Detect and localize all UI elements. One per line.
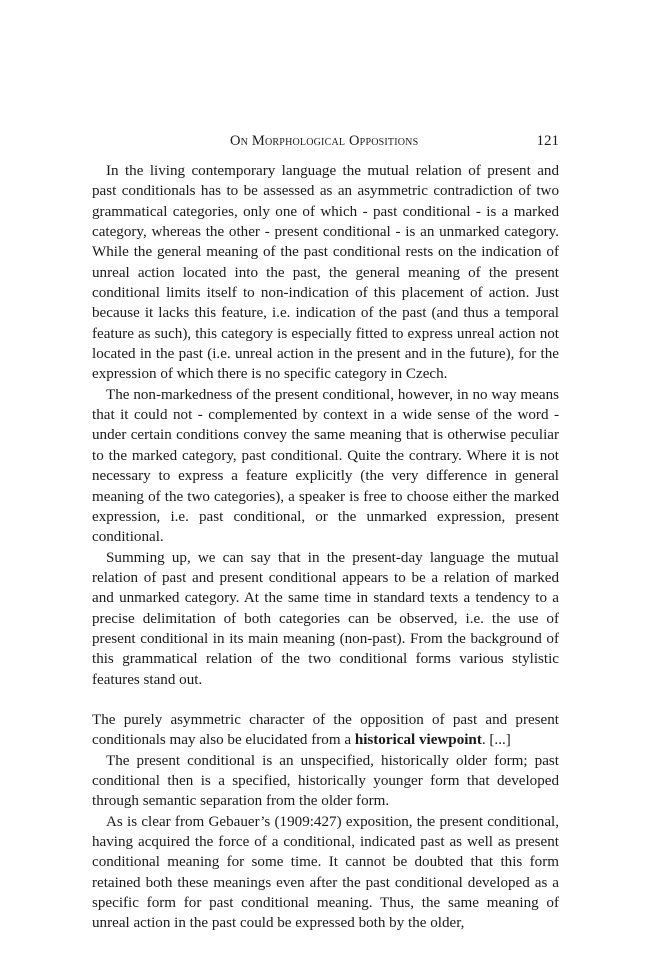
body-text (92, 161, 559, 934)
paragraph-2: The non-markedness of the present conditional, however, in no way means that it could not - complemented by context in a wide sense of the word - under certain conditions convey the same meaning that is otherwise peculiar to the marked category, past conditional. Quite the contrary. Where it is not necessary to express a feature explicitly (the very difference in general meaning of the two categories), a speaker is free to choose either the marked expression, i.e. past conditional, or the unmarked expression, present conditional. (92, 386, 559, 546)
paragraph-6: As is clear from Gebauer’s (1909:427) exposition, the present conditional, having acquired the force of a conditional, indicated past as well as present conditional meaning for some time. It cannot be doubted that this form retained both these meanings even after the past conditional developed as a specific form for past conditional meaning. Thus, the same meaning of unreal action in the past could be expressed both by the older, (92, 813, 559, 932)
paragraph-3: Summing up, we can say that in the present-day language the mutual relation of past and present conditional appears to be a relation of marked and unmarked category. At the same time in standard texts a tendency to a precise delimitation of both categories can be observed, i.e. the use of present conditional in its main meaning (non-past). From the background of this grammatical relation of the two conditional forms various stylistic features stand out. (92, 549, 559, 688)
paragraph-4-after: . [...] (481, 732, 511, 749)
paragraph-4 (92, 710, 559, 751)
paragraph-1: In the living contemporary language the mutual relation of present and past conditionals has to be assessed as an asymmetric contradiction of two grammatical categories, only one of which - past conditional - is a marked category, whereas the other - present conditional - is an unmarked category. While the general meaning of the past conditional rests on the indication of unreal action located into the past, the general meaning of the present conditional limits itself to non-indication of this placement of action. Just because it lacks this feature, i.e. indication of the past (and thus a temporal feature as such), this category is especially fitted to express unreal action not located in the past (i.e. unreal action in the present and in the future), for the expression of which there is no specific category in Czech. (92, 163, 559, 383)
paragraph-4-before: The purely asymmetric character of the opposition of past and present conditionals may also be elucidated from a (92, 711, 559, 749)
page-number: 121 (536, 133, 559, 149)
running-title: On Morphological Oppositions (230, 133, 419, 149)
book-page (92, 128, 559, 934)
historical-viewpoint-emphasis: historical viewpoint (354, 732, 482, 749)
paragraph-5: The present conditional is an unspecified, historically older form; past conditional then is a specified, historically younger form that developed through semantic separation from the older form. (92, 752, 559, 810)
running-head (92, 128, 559, 154)
